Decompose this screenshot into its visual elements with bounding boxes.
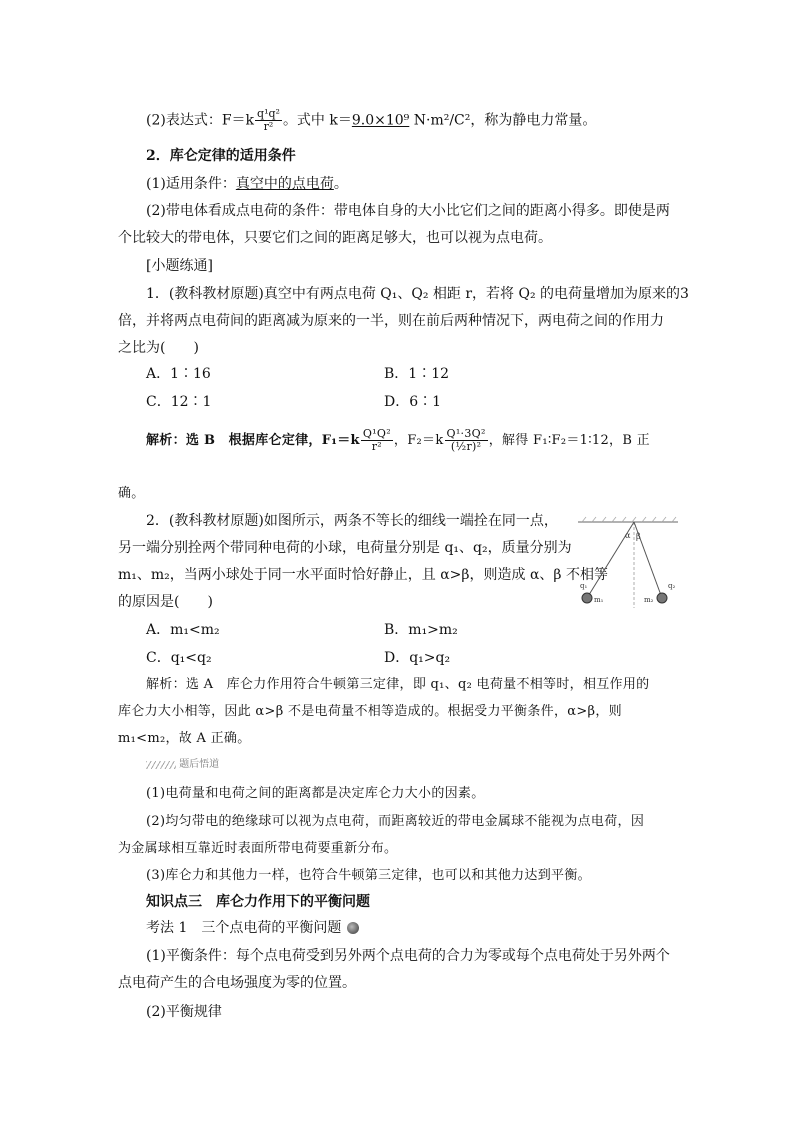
q2-option-c: C．q₁<q₂ xyxy=(146,650,212,666)
practice-tag: [小题练通] xyxy=(146,258,213,274)
after-question-tag xyxy=(146,758,238,772)
method-1-title: 考法 1 三个点电荷的平衡问题 xyxy=(146,920,342,936)
q2-stem-line-4: 的原因是( ) xyxy=(118,594,213,610)
coulomb-fraction xyxy=(255,108,282,133)
q1-solution-end: ，解得 F₁∶F₂＝1∶12，B 正 xyxy=(488,433,650,448)
q2-label: q₂ xyxy=(668,582,676,590)
q2-solution-line-1: 解析：选 A 库仑力作用符合牛顿第三定律，即 q₁、q₂ 电荷量不相等时，相互作用的 xyxy=(146,677,650,692)
fraction-denominator: r² xyxy=(263,120,274,133)
q1-stem-line-3: 之比为( ) xyxy=(118,340,199,356)
f1-numerator: Q¹Q² xyxy=(362,427,391,440)
q2-stem-line-1: 2．(教科教材原题)如图所示，两条不等长的细线一端拴在同一点， xyxy=(146,513,558,529)
insight-2-line-2: 为金属球相互靠近时表面所带电荷要重新分布。 xyxy=(118,841,398,856)
condition-prefix: (1)适用条件： xyxy=(146,176,236,192)
q1-option-b: B．1∶12 xyxy=(384,366,450,382)
insight-3: (3)库仑力和其他力一样，也符合牛顿第三定律，也可以和其他力达到平衡。 xyxy=(146,868,591,883)
q2-option-d: D．q₁>q₂ xyxy=(384,650,451,666)
q1-solution-line-2: 确。 xyxy=(118,486,145,501)
method-1-title-row xyxy=(146,918,359,938)
equilibrium-condition-line-1: (1)平衡条件：每个点电荷受到另外两个点电荷的合力为零或每个点电荷处于另外两个 xyxy=(146,948,670,964)
q1-solution-line-1 xyxy=(146,428,650,453)
beta-label: β xyxy=(636,532,641,541)
ceiling-hatch xyxy=(582,517,676,522)
two-pendulums-figure xyxy=(578,512,678,610)
q1-f2-fraction xyxy=(445,428,488,453)
insight-1: (1)电荷量和电荷之间的距离都是决定库仑力大小的因素。 xyxy=(146,786,485,801)
q1-option-d: D．6∶1 xyxy=(384,394,442,410)
q1-stem-line-1: 1．(教科教材原题)真空中有两点电荷 Q₁、Q₂ 相距 r，若将 Q₂ 的电荷量增加为原来的3 xyxy=(146,286,689,302)
expression-suffix: N·m²/C²，称为静电力常量。 xyxy=(409,112,597,129)
fraction-numerator: q¹q² xyxy=(257,107,280,120)
q1-option-a: A．1∶16 xyxy=(146,366,211,382)
expression-prefix: (2)表达式：F＝k xyxy=(146,112,255,129)
point-charge-condition-line-1: (2)带电体看成点电荷的条件：带电体自身的大小比它们之间的距离小得多。即使是两 xyxy=(146,203,670,219)
q2-solution-line-3: m₁<m₂，故 A 正确。 xyxy=(118,731,251,746)
m2-label: m₂ xyxy=(644,596,654,604)
bullet-dot-icon xyxy=(347,922,359,934)
insight-2-line-1: (2)均匀带电的绝缘球可以视为点电荷，而距离较近的带电金属球不能视为点电荷，因 xyxy=(146,814,645,829)
condition-underlined: 真空中的点电荷 xyxy=(235,176,334,192)
equilibrium-condition-line-2: 点电荷产生的合电场强度为零的位置。 xyxy=(118,975,356,991)
q2-stem-line-2: 另一端分别拴两个带同种电荷的小球，电荷量分别是 q₁、q₂，质量分别为 xyxy=(118,540,572,556)
q2-solution-line-2: 库仑力大小相等，因此 α>β 不是电荷量不相等造成的。根据受力平衡条件，α>β，则 xyxy=(118,704,622,719)
ball-m2 xyxy=(657,593,667,603)
coulomb-expression-line xyxy=(146,108,596,133)
alpha-label: α xyxy=(625,531,631,540)
q2-stem-line-3: m₁、m₂，当两小球处于同一水平面时恰好静止，且 α>β，则造成 α、β 不相等 xyxy=(118,567,608,583)
q1-stem-line-2: 倍，并将两点电荷间的距离减为原来的一半，则在前后两种情况下，两电荷之间的作用力 xyxy=(118,313,664,329)
k-value: 9.0×10⁹ xyxy=(351,112,410,129)
expression-mid: 。式中 k＝ xyxy=(282,112,352,129)
condition-suffix: 。 xyxy=(333,176,348,192)
q2-option-a: A．m₁<m₂ xyxy=(146,622,220,638)
f1-denominator: r² xyxy=(371,440,383,453)
q1-solution-start: 解析：选 B 根据库仑定律，F₁＝k xyxy=(146,433,360,448)
tag-stripes xyxy=(146,761,176,769)
ball-m1 xyxy=(582,593,592,603)
section-2-title: 2．库仑定律的适用条件 xyxy=(146,148,296,164)
knowledge-point-3-title: 知识点三 库仑力作用下的平衡问题 xyxy=(146,894,370,910)
tag-label: 题后悟道 xyxy=(179,759,220,770)
q1-solution-mid: ，F₂＝k xyxy=(393,433,444,448)
q1-label: q₁ xyxy=(580,582,588,590)
f2-numerator: Q¹·3Q² xyxy=(446,427,486,440)
equilibrium-rule-title: (2)平衡规律 xyxy=(146,1004,222,1020)
m1-label: m₁ xyxy=(594,596,604,604)
q1-f1-fraction xyxy=(361,428,393,453)
point-charge-condition-line-2: 个比较大的带电体，只要它们之间的距离足够大，也可以视为点电荷。 xyxy=(118,230,552,246)
q1-option-c: C．12∶1 xyxy=(146,394,212,410)
applicable-condition xyxy=(146,174,348,194)
q2-option-b: B．m₁>m₂ xyxy=(384,622,458,638)
f2-denominator: (½r)² xyxy=(450,440,482,453)
